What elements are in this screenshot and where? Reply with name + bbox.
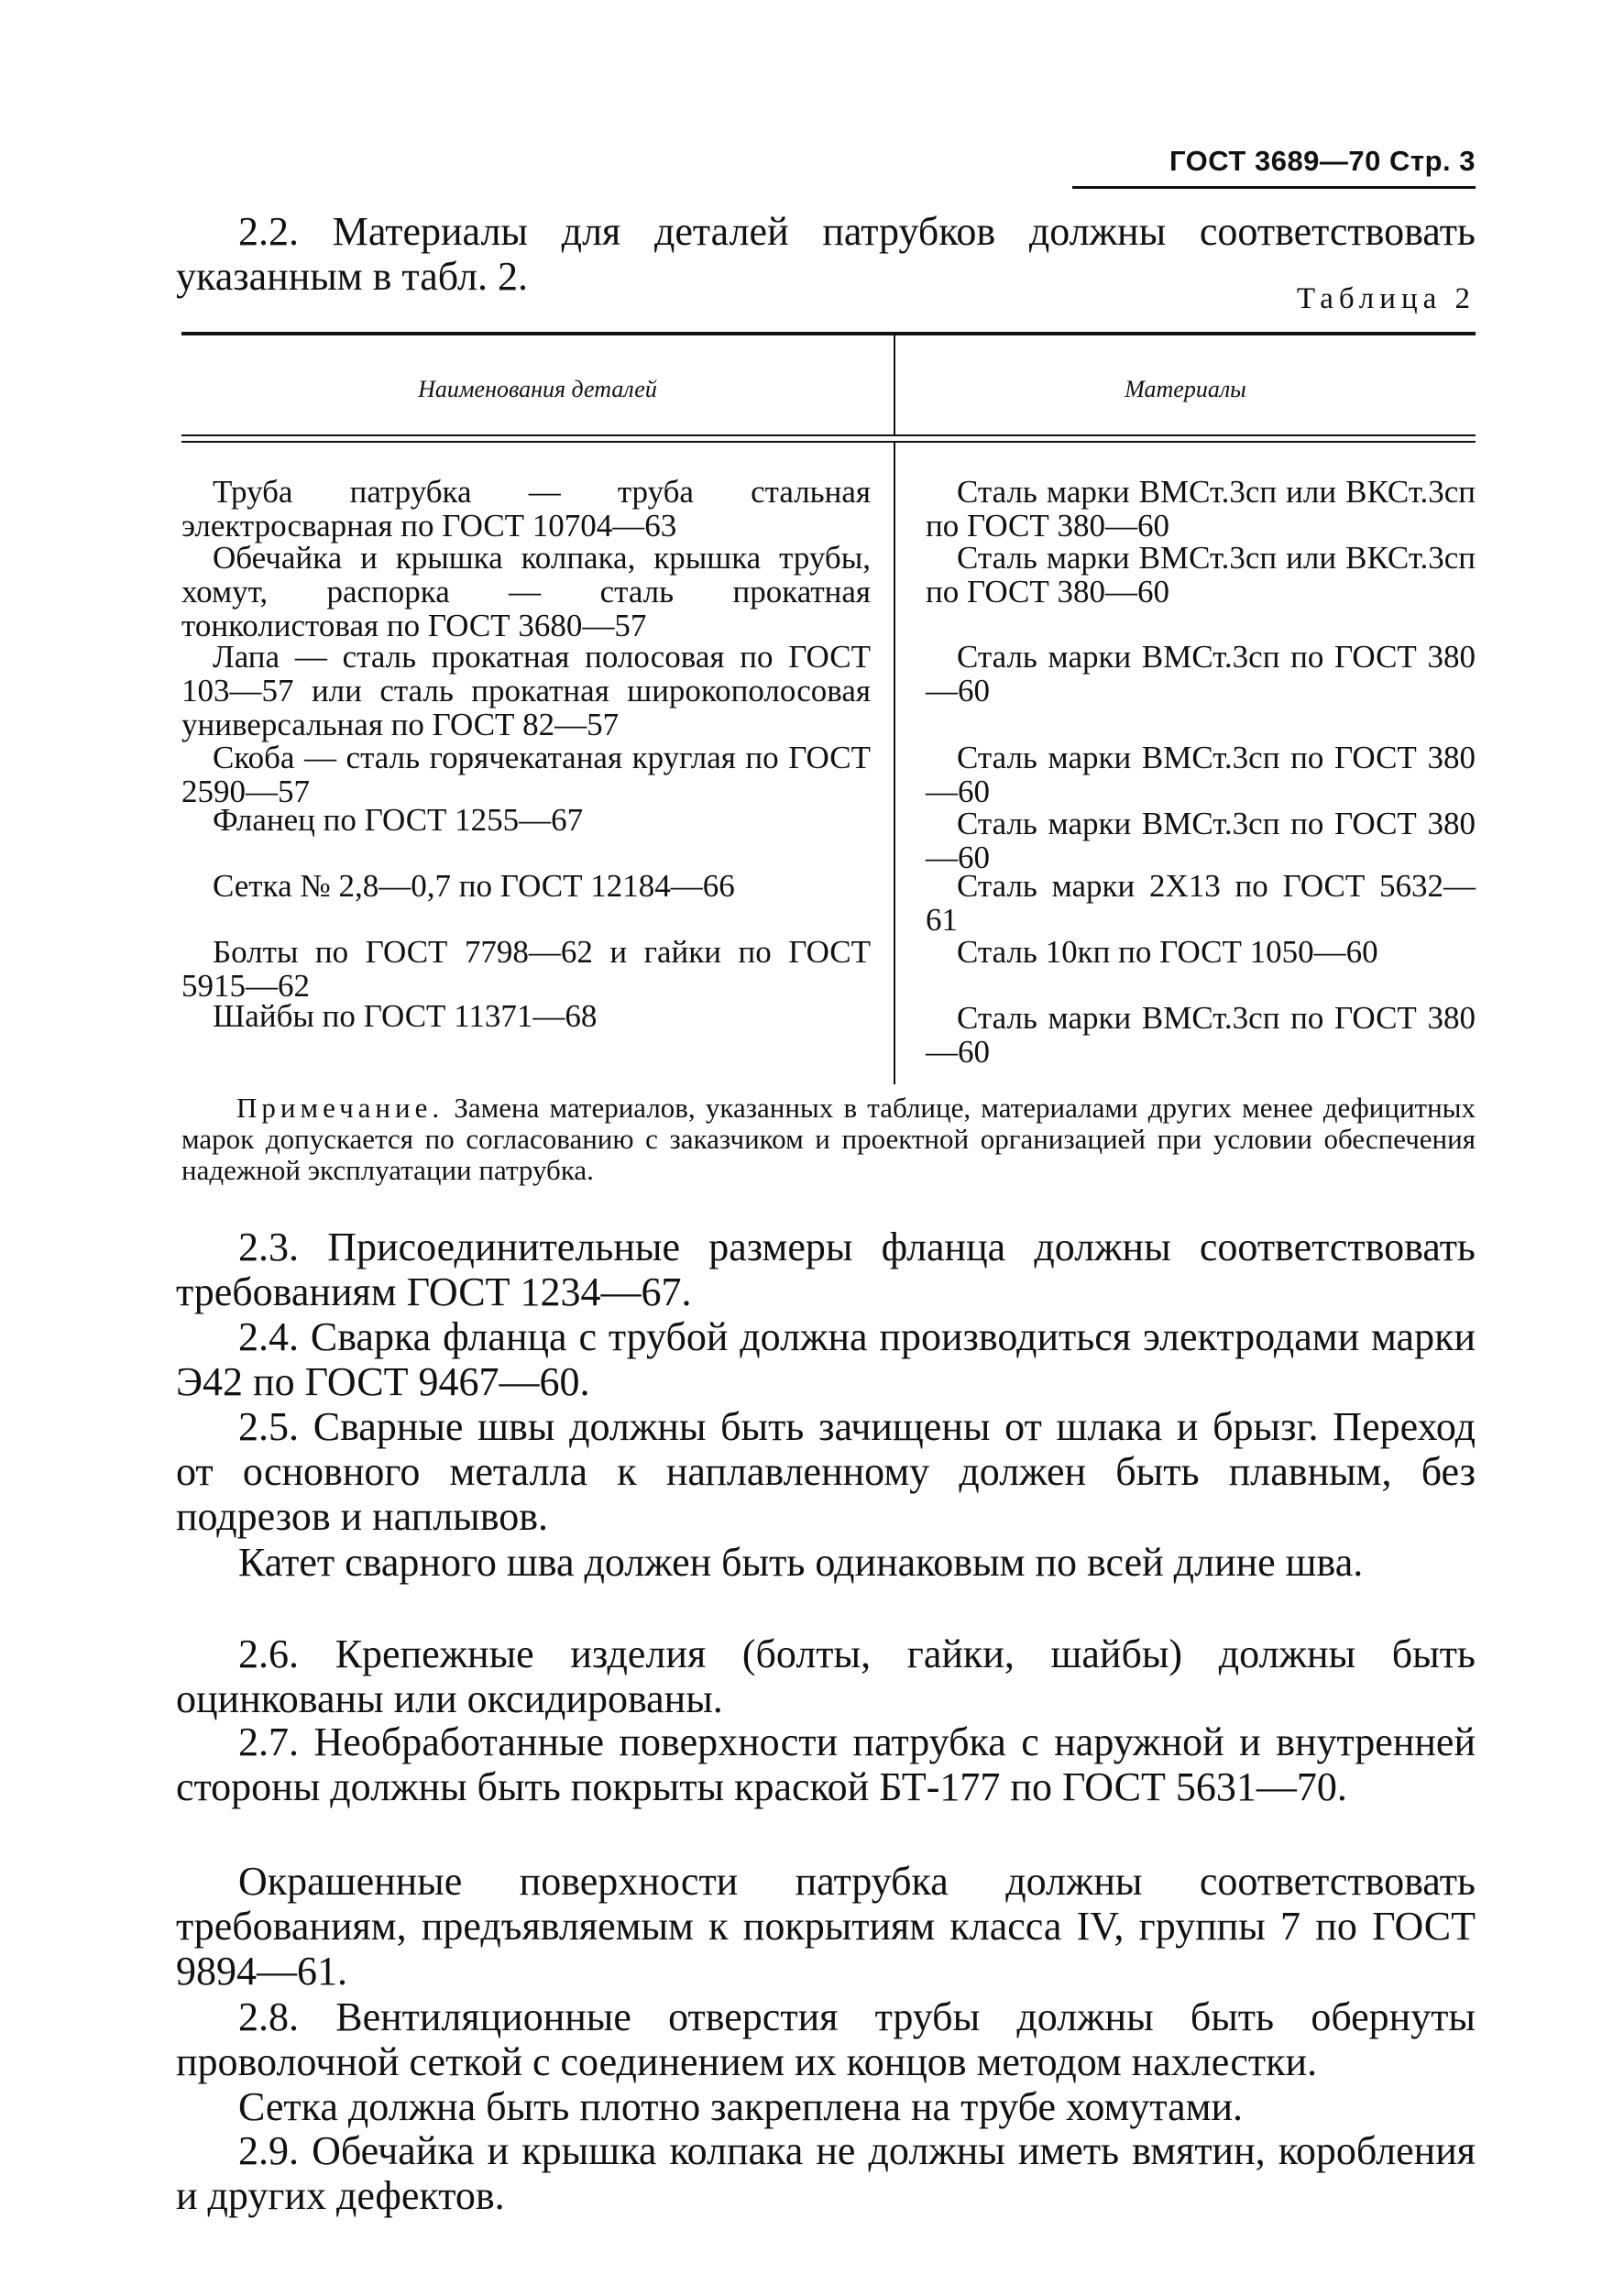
material-cell: Сталь марки ВМСт.3сп по ГОСТ 380—60 xyxy=(926,806,1476,875)
detail-cell: Лапа — сталь прокатная полосовая по ГОСТ 103—57 или сталь прокатная широкополосовая универсальная по ГОСТ 82—57 xyxy=(181,639,871,742)
paragraph-2-7: 2.7. Необработанные поверхности патрубка с наружной и внутренней стороны должны быть покрыты краской БТ-177 по ГОСТ 5631—70. xyxy=(176,1719,1476,1809)
material-cell: Сталь марки ВМСт.3сп по ГОСТ 380—60 xyxy=(926,1000,1476,1070)
note-text: Замена материалов, указанных в таблице, материалами других менее дефицитных марок допускается по согласованию с заказчиком и проектной организацией при условии обеспечения надежной эксплуатации патрубка. xyxy=(181,1092,1476,1186)
paragraph-2-6: 2.6. Крепежные изделия (болты, гайки, шайбы) должны быть оцинкованы или оксидированы. xyxy=(176,1631,1476,1721)
table-body-divider xyxy=(894,443,895,1084)
detail-cell: Шайбы по ГОСТ 11371—68 xyxy=(213,998,598,1034)
table-top-rule xyxy=(181,332,1476,335)
paragraph-mesh: Сетка должна быть плотно закреплена на трубе хомутами. xyxy=(238,2084,1244,2129)
col-header-details: Наименования деталей xyxy=(418,376,657,402)
detail-cell: Скоба — сталь горячекатаная круглая по ГОСТ 2590—57 xyxy=(181,740,871,809)
detail-cell: Фланец по ГОСТ 1255—67 xyxy=(213,802,584,838)
header-rule xyxy=(1072,186,1476,189)
paragraph-painted-surfaces: Окрашенные поверхности патрубка должны соответствовать требованиям, предъявляемым к покрытиям класса IV, группы 7 по ГОСТ 9894—61. xyxy=(176,1859,1476,1994)
table-note xyxy=(181,1093,1476,1186)
table-label: Таблица 2 xyxy=(1296,282,1476,315)
col-header-materials: Материалы xyxy=(1125,376,1246,402)
material-cell: Сталь 10кп по ГОСТ 1050—60 xyxy=(957,934,1378,970)
paragraph-2-5: 2.5. Сварные швы должны быть зачищены от шлака и брызг. Переход от основного металла к наплавленному должен быть плавным, без подрезов и наплывов. xyxy=(176,1404,1476,1539)
table-header-rule-1 xyxy=(181,434,1476,436)
material-cell: Сталь марки ВМСт.3сп или ВКСт.3сп по ГОСТ 380—60 xyxy=(926,540,1476,610)
detail-cell: Болты по ГОСТ 7798—62 и гайки по ГОСТ 5915—62 xyxy=(181,934,871,1004)
note-label: Примечание. xyxy=(236,1092,444,1124)
paragraph-2-4: 2.4. Сварка фланца с трубой должна производиться электродами марки Э42 по ГОСТ 9467—60. xyxy=(176,1314,1476,1404)
paragraph-2-8: 2.8. Вентиляционные отверстия трубы должны быть обернуты проволочной сеткой с соединением их концов методом нахлестки. xyxy=(176,1994,1476,2084)
material-cell: Сталь марки ВМСт.3сп или ВКСт.3сп по ГОСТ 380—60 xyxy=(926,474,1476,544)
paragraph-2-2: 2.2. Материалы для деталей патрубков должны соответствовать указанным в табл. 2. xyxy=(176,209,1476,299)
detail-cell: Труба патрубка — труба стальная электросварная по ГОСТ 10704—63 xyxy=(181,474,871,544)
paragraph-2-9: 2.9. Обечайка и крышка колпака не должны иметь вмятин, коробления и других дефектов. xyxy=(176,2128,1476,2218)
material-cell: Сталь марки ВМСт.3сп по ГОСТ 380—60 xyxy=(926,740,1476,809)
table-header-rule-2 xyxy=(181,441,1476,443)
paragraph-weld-leg: Катет сварного шва должен быть одинаковым по всей длине шва. xyxy=(238,1540,1364,1585)
page-header: ГОСТ 3689—70 Стр. 3 xyxy=(1169,145,1476,177)
material-cell: Сталь марки ВМСт.3сп по ГОСТ 380—60 xyxy=(926,639,1476,709)
detail-cell: Обечайка и крышка колпака, крышка трубы, хомут, распорка — сталь прокатная тонколистовая по ГОСТ 3680—57 xyxy=(181,540,871,643)
material-cell: Сталь марки 2Х13 по ГОСТ 5632—61 xyxy=(926,868,1476,938)
paragraph-2-3: 2.3. Присоединительные размеры фланца должны соответствовать требованиям ГОСТ 1234—67. xyxy=(176,1225,1476,1314)
detail-cell: Сетка № 2,8—0,7 по ГОСТ 12184—66 xyxy=(213,868,735,904)
